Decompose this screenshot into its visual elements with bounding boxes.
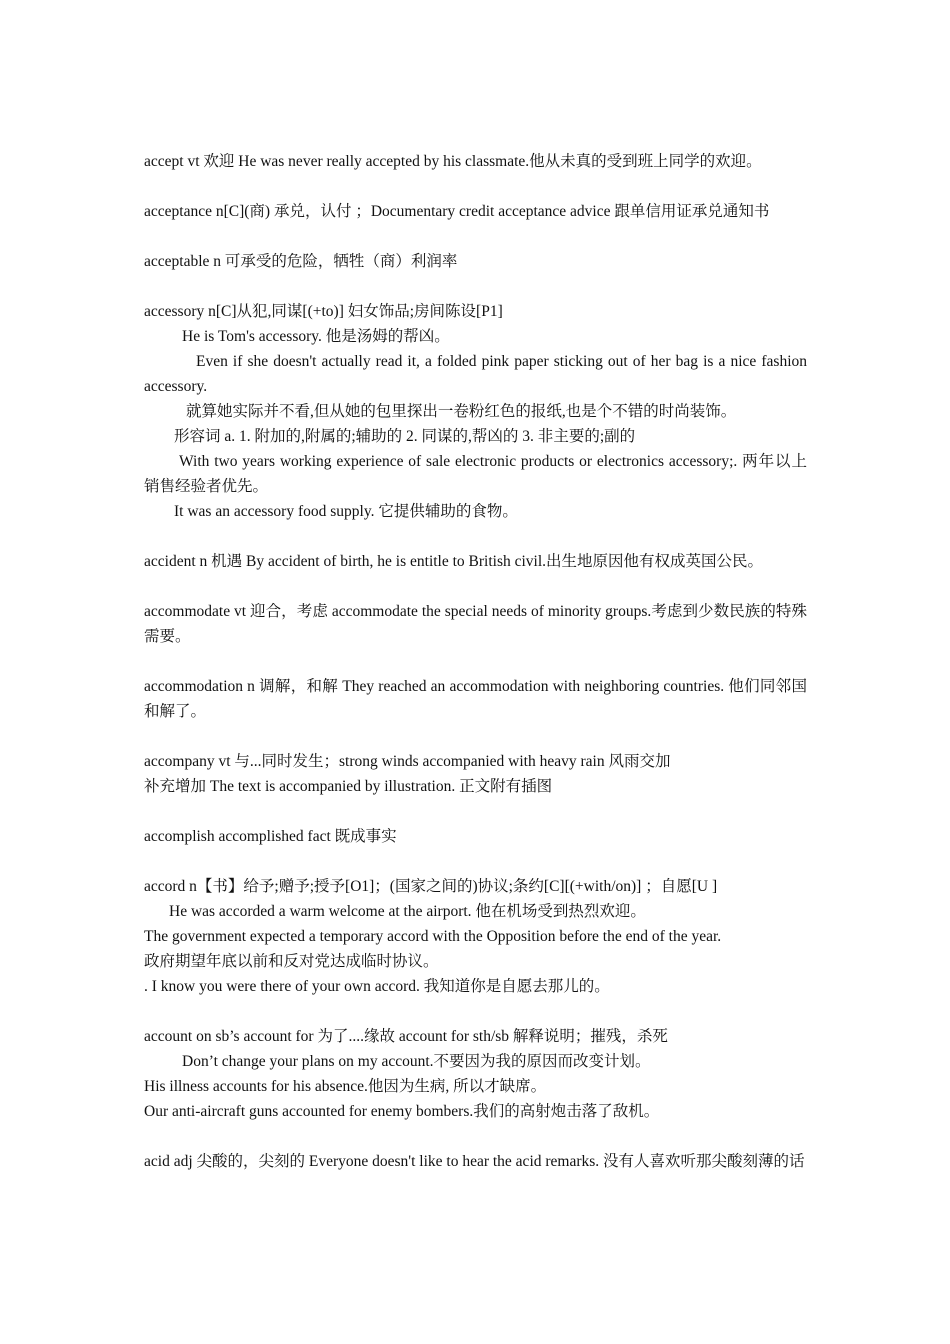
entry-spacer — [144, 999, 807, 1024]
entry-headline: accommodate vt 迎合，考虑 accommodate the special needs of minority groups.考虑到少数民族的特殊需要。 — [144, 603, 807, 645]
entry-example-line: 政府期望年底以前和反对党达成临时协议。 — [144, 953, 439, 970]
entry-example-line: With two years working experience of sale electronic products or electronics accessory;. 两年以上销售经验者优先。 — [144, 453, 807, 495]
entry-example-line: He is Tom's accessory. 他是汤姆的帮凶。 — [182, 328, 450, 345]
entry-example-line: It was an accessory food supply. 它提供辅助的食物。 — [174, 503, 518, 520]
entry-example-line: . I know you were there of your own accord. 我知道你是自愿去那儿的。 — [144, 978, 610, 995]
dictionary-entry — [144, 299, 807, 524]
entry-headline: accident n 机遇 By accident of birth, he is entitle to British civil.出生地原因他有权成英国公民。 — [144, 553, 764, 570]
entry-spacer — [144, 724, 807, 749]
entry-example-line: His illness accounts for his absence.他因为生病, 所以才缺席。 — [144, 1078, 547, 1095]
entry-spacer — [144, 524, 807, 549]
entry-headline: acceptance n[C](商) 承兑，认付 ；Documentary credit acceptance advice 跟单信用证承兑通知书 — [144, 203, 770, 220]
entry-example-line: 补充增加 The text is accompanied by illustration. 正文附有插图 — [144, 778, 553, 795]
entry-spacer — [144, 649, 807, 674]
entry-headline: accept vt 欢迎 He was never really accepted by his classmate.他从未真的受到班上同学的欢迎。 — [144, 153, 762, 170]
dictionary-entry — [144, 249, 807, 274]
entry-example-line: Don’t change your plans on my account.不要因为我的原因而改变计划。 — [182, 1053, 651, 1070]
dictionary-entry — [144, 1149, 807, 1174]
entry-headline: accord n【书】给予;赠予;授予[O1]；(国家之间的)协议;条约[C][(+with/on)] ；自愿[U ] — [144, 878, 718, 895]
entry-headline: account on sb’s account for 为了....缘故 account for sth/sb 解释说明；摧残，杀死 — [144, 1028, 668, 1045]
entry-spacer — [144, 174, 807, 199]
entry-spacer — [144, 224, 807, 249]
entry-spacer — [144, 574, 807, 599]
entry-example-line: The government expected a temporary accord with the Opposition before the end of the year. — [144, 928, 722, 945]
entry-example-line: He was accorded a warm welcome at the airport. 他在机场受到热烈欢迎。 — [169, 903, 646, 920]
dictionary-entry — [144, 824, 807, 849]
dictionary-text-body — [144, 149, 807, 1174]
dictionary-entry — [144, 149, 807, 174]
entry-headline: acceptable n 可承受的危险，牺牲（商）利润率 — [144, 253, 458, 270]
dictionary-entry — [144, 549, 807, 574]
entry-spacer — [144, 1124, 807, 1149]
dictionary-entry — [144, 749, 807, 799]
entry-headline: accessory n[C]从犯,同谋[(+to)] 妇女饰品;房间陈设[P1] — [144, 303, 503, 320]
dictionary-entry — [144, 674, 807, 724]
dictionary-entry — [144, 1024, 807, 1124]
entry-spacer — [144, 849, 807, 874]
entry-spacer — [144, 274, 807, 299]
entry-example-line: Even if she doesn't actually read it, a folded pink paper sticking out of her bag is a nice fashion accessory. — [144, 353, 807, 395]
entry-spacer — [144, 799, 807, 824]
entry-headline: accompany vt 与...同时发生；strong winds accompanied with heavy rain 风雨交加 — [144, 753, 671, 770]
entry-example-line: 就算她实际并不看,但从她的包里探出一卷粉红色的报纸,也是个不错的时尚装饰。 — [186, 403, 737, 420]
entry-example-line: Our anti-aircraft guns accounted for enemy bombers.我们的高射炮击落了敌机。 — [144, 1103, 660, 1120]
dictionary-entry — [144, 599, 807, 649]
dictionary-entry — [144, 199, 807, 224]
entry-headline: accommodation n 调解，和解 They reached an accommodation with neighboring countries. 他们同邻国和解了。 — [144, 678, 807, 720]
entry-example-line: 形容词 a. 1. 附加的,附属的;辅助的 2. 同谋的,帮凶的 3. 非主要的;副的 — [174, 428, 636, 445]
entry-headline: acid adj 尖酸的，尖刻的 Everyone doesn't like to hear the acid remarks. 没有人喜欢听那尖酸刻薄的话 — [144, 1153, 805, 1170]
entry-headline: accomplish accomplished fact 既成事实 — [144, 828, 397, 845]
dictionary-entry — [144, 874, 807, 999]
